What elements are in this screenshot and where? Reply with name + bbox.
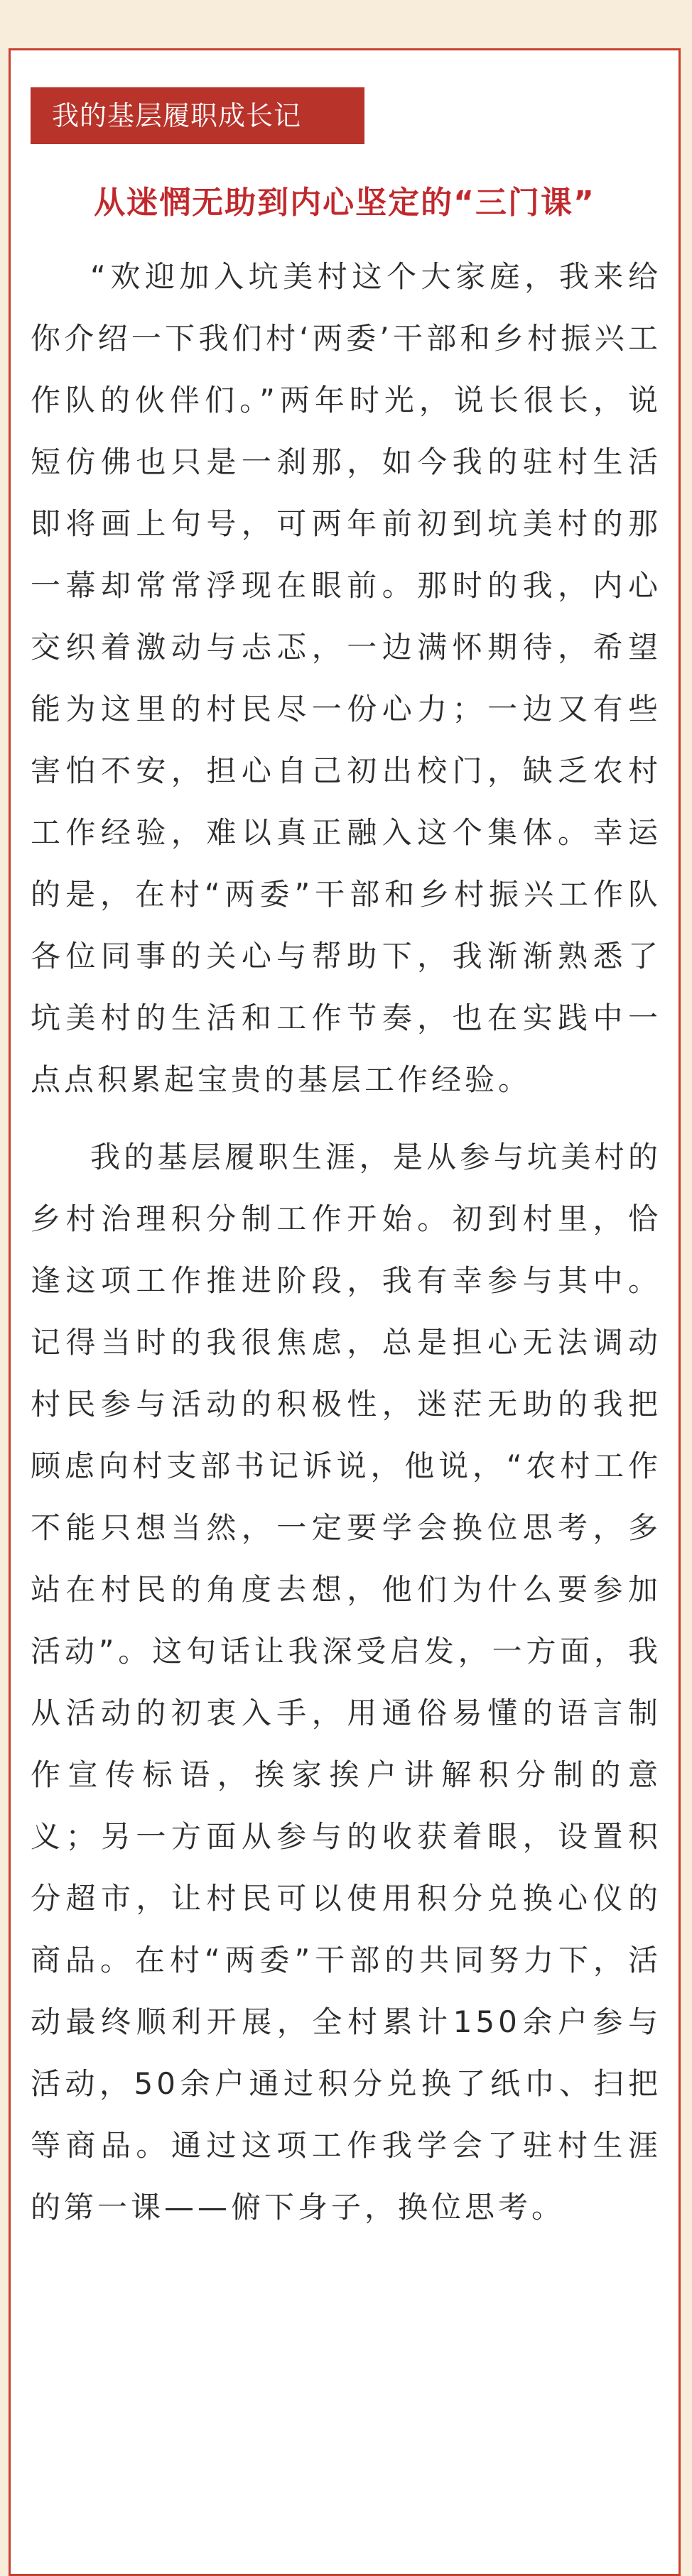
article-card — [9, 48, 681, 2576]
section-tag: 我的基层履职成长记 — [31, 87, 364, 144]
article-title: 从迷惘无助到内心坚定的“三门课” — [94, 185, 595, 221]
paragraph: “欢迎加入坑美村这个大家庭，我来给你介绍一下我们村‘两委’干部和乡村振兴工作队的伙伴们。”两年时光，说长很长，说短仿佛也只是一刹那，如今我的驻村生活即将画上句号，可两年前初到坑美村的那一幕却常常浮现在眼前。那时的我，内心交织着激动与忐忑，一边满怀期待，希望能为这里的村民尽一份心力；一边又有些害怕不安，担心自己初出校门，缺乏农村工作经验，难以真正融入这个集体。幸运的是，在村“两委”干部和乡村振兴工作队各位同事的关心与帮助下，我渐渐熟悉了坑美村的生活和工作节奏，也在实践中一点点积累起宝贵的基层工作经验。 — [31, 259, 661, 1097]
article-body — [31, 246, 661, 2254]
paragraph: 我的基层履职生涯，是从参与坑美村的乡村治理积分制工作开始。初到村里，恰逢这项工作推进阶段，我有幸参与其中。记得当时的我很焦虑，总是担心无法调动村民参与活动的积极性，迷茫无助的我把顾虑向村支部书记诉说，他说，“农村工作不能只想当然，一定要学会换位思考，多站在村民的角度去想，他们为什么要参加活动”。这句话让我深受启发，一方面，我从活动的初衷入手，用通俗易懂的语言制作宣传标语，挨家挨户讲解积分制的意义；另一方面从参与的收获着眼，设置积分超市，让村民可以使用积分兑换心仪的商品。在村“两委”干部的共同努力下，活动最终顺利开展，全村累计150余户参与活动，50余户通过积分兑换了纸巾、扫把等商品。通过这项工作我学会了驻村生涯的第一课——俯下身子，换位思考。 — [31, 1140, 661, 2225]
